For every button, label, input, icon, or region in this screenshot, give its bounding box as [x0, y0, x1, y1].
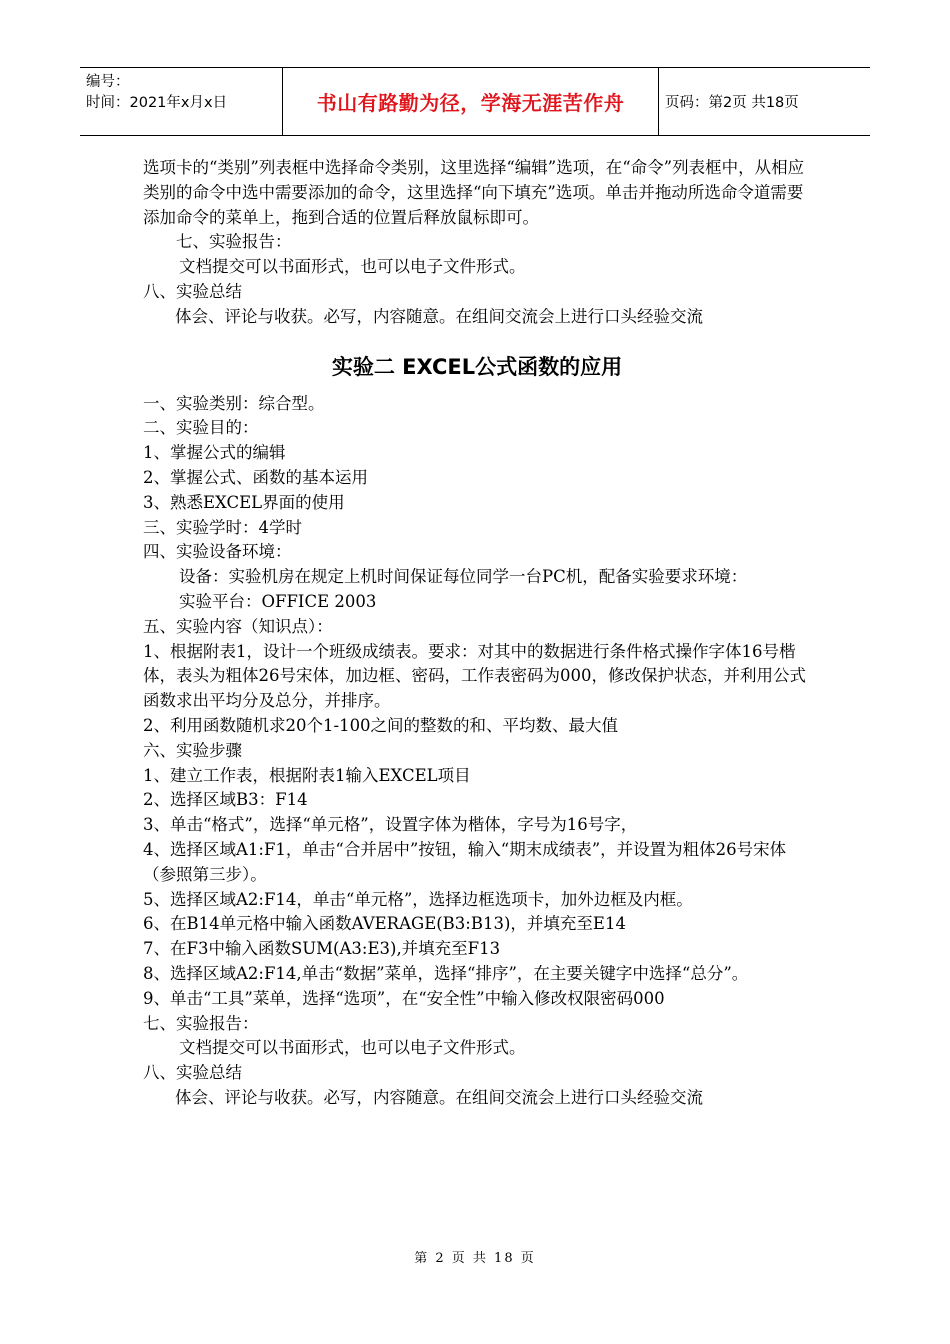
header-page-cell [659, 68, 870, 135]
platform-text: 实验平台：OFFICE 2003 [179, 591, 377, 611]
header-motto: 书山有路勤为径，学海无涯苦作舟 [316, 91, 625, 115]
equipment-text: 设备：实验机房在规定上机时间保证每位同学一台PC机，配备实验要求环境： [179, 567, 748, 587]
summary-heading-1: 八、实验总结 [143, 281, 242, 301]
step-2: 2、选择区域B3：F14 [143, 790, 308, 810]
content-item-2: 2、利用函数随机求20个1-100之间的整数的和、平均数、最大值 [143, 715, 619, 735]
line-purpose: 二、实验目的： [143, 418, 259, 438]
steps-heading: 六、实验步骤 [143, 740, 242, 760]
step-8: 8、选择区域A2:F14,单击“数据”菜单，选择“排序”，在主要关键字中选择“总分”。 [143, 963, 749, 983]
page-footer: 第 2 页 共 18 页 [414, 1251, 536, 1266]
step-6: 6、在B14单元格中输入函数AVERAGE(B3:B13)，并填充至E14 [143, 914, 626, 934]
line-hours: 三、实验学时：4学时 [143, 517, 302, 537]
line-purpose-3: 3、熟悉EXCEL界面的使用 [143, 492, 345, 512]
summary-text-2: 体会、评论与收获。必写，内容随意。在组间交流会上进行口头经验交流 [175, 1087, 703, 1107]
intro-paragraph: 选项卡的“类别”列表框中选择命令类别，这里选择“编辑”选项，在“命令”列表框中，从相应类别的命令中选中需要添加的命令，这里选择“向下填充”选项。单击并拖动所选命令道需要添加命令的菜单上，拖到合适的位置后释放鼠标即可。 [143, 158, 805, 227]
report-heading-1: 七、实验报告： [176, 232, 292, 252]
summary-heading-2: 八、实验总结 [143, 1063, 242, 1083]
step-4: 4、选择区域A1:F1，单击“合并居中”按钮，输入“期末成绩表”，并设置为粗体26号宋体（参照第三步）。 [143, 839, 787, 884]
step-9: 9、单击“工具”菜单，选择“选项”，在“安全性”中输入修改权限密码000 [143, 988, 665, 1008]
experiment-title: 实验二 EXCEL公式函数的应用 [331, 354, 623, 379]
header-page-info: 页码：第2页 共18页 [665, 95, 799, 111]
report-text-1: 文档提交可以书面形式，也可以电子文件形式。 [179, 257, 526, 277]
step-7: 7、在F3中输入函数SUM(A3:E3),并填充至F13 [143, 939, 501, 959]
report-text-2: 文档提交可以书面形式，也可以电子文件形式。 [179, 1038, 526, 1058]
summary-text-1: 体会、评论与收获。必写，内容随意。在组间交流会上进行口头经验交流 [175, 306, 703, 326]
header-meta [80, 68, 283, 135]
step-1: 1、建立工作表，根据附表1输入EXCEL项目 [143, 765, 471, 785]
header-code: 编号： [86, 74, 130, 90]
line-purpose-1: 1、掌握公式的编辑 [143, 443, 286, 463]
line-environment: 四、实验设备环境： [143, 542, 292, 562]
header-motto-cell [283, 68, 659, 135]
report-heading-2: 七、实验报告： [143, 1013, 259, 1033]
document-body [143, 156, 811, 1111]
line-category: 一、实验类别：综合型。 [143, 393, 325, 413]
step-5: 5、选择区域A2:F14，单击“单元格”，选择边框选项卡，加外边框及内框。 [143, 889, 693, 909]
line-purpose-2: 2、掌握公式、函数的基本运用 [143, 467, 368, 487]
content-heading: 五、实验内容（知识点）： [143, 616, 333, 636]
step-3: 3、单击“格式”，选择“单元格”，设置字体为楷体，字号为16号字， [143, 815, 638, 835]
header-time: 时间：2021年x月x日 [86, 95, 228, 111]
content-item-1: 1、根据附表1，设计一个班级成绩表。要求：对其中的数据进行条件格式操作字体16号楷体，表头为粗体26号宋体，加边框、密码，工作表密码为000，修改保护状态，并利用公式函数求出平均分及总分，并排序。 [143, 641, 806, 711]
page-header [80, 67, 870, 136]
